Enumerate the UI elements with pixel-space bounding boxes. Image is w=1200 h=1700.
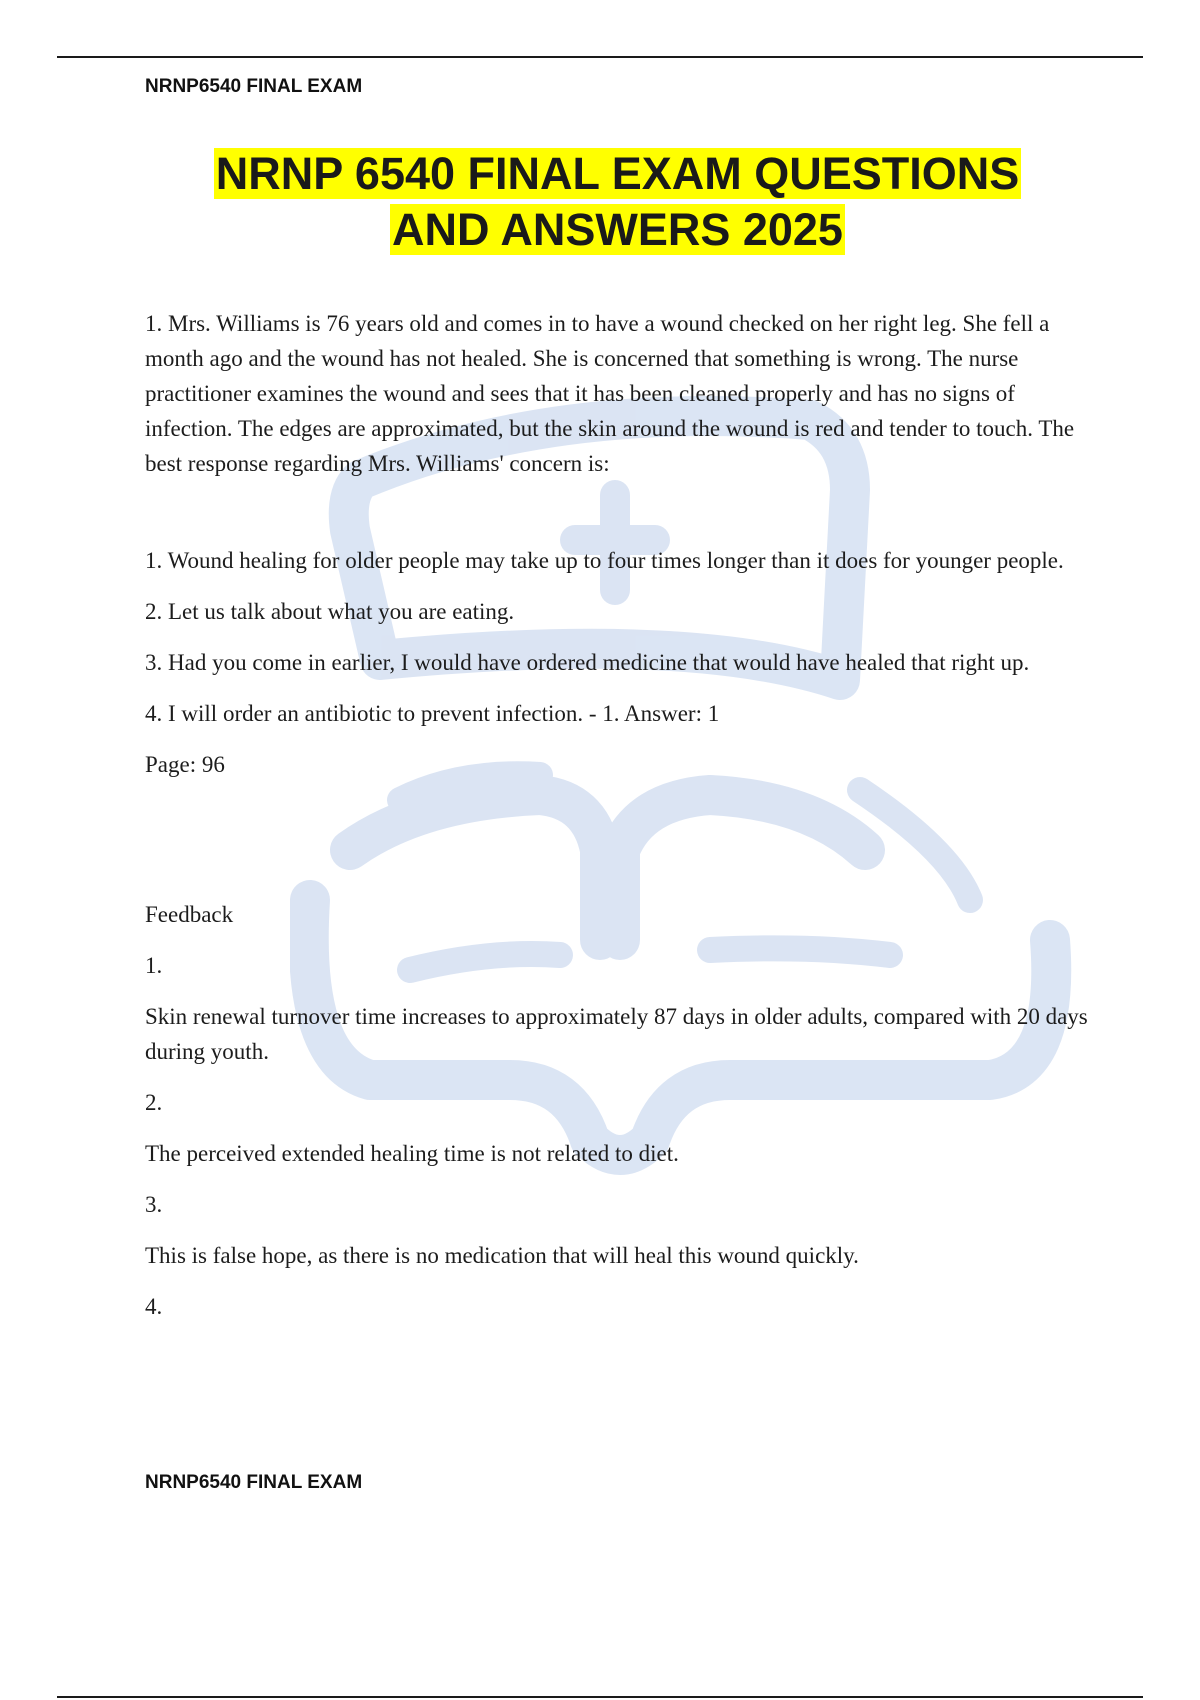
feedback-text-2: The perceived extended healing time is not related to diet. xyxy=(145,1141,679,1166)
feedback-number-4: 4. xyxy=(145,1294,163,1319)
question-text: 1. Mrs. Williams is 76 years old and comes in to have a wound checked on her right leg. She fell a month ago and the wound has not healed. She is concerned that something is wrong. The nurse practitioner examines the wound and sees that it has been cleaned properly and has no signs of infection. The edges are approximated, but the skin around the wound is red and tender to touch. The best response regarding Mrs. Williams' concern is: xyxy=(145,311,1075,476)
answer-option-2: 2. Let us talk about what you are eating. xyxy=(145,599,515,624)
feedback-number-3: 3. xyxy=(145,1192,163,1217)
answer-option-4: 4. I will order an antibiotic to prevent infection. - 1. Answer: 1 xyxy=(145,701,720,726)
page-header: NRNP6540 FINAL EXAM xyxy=(145,76,363,97)
top-rule xyxy=(57,56,1143,58)
title-line-2: AND ANSWERS 2025 xyxy=(392,204,843,255)
feedback-number-2: 2. xyxy=(145,1090,163,1115)
answer-option-3: 3. Had you come in earlier, I would have ordered medicine that would have healed that right up. xyxy=(145,650,1030,675)
title-line-1: NRNP 6540 FINAL EXAM QUESTIONS xyxy=(215,148,1020,199)
answer-option-1: 1. Wound healing for older people may take up to four times longer than it does for younger people. xyxy=(145,548,1064,573)
page-reference: Page: 96 xyxy=(145,752,225,777)
document-title xyxy=(0,146,1200,258)
bottom-rule xyxy=(57,1696,1143,1698)
feedback-text-3: This is false hope, as there is no medication that will heal this wound quickly. xyxy=(145,1243,859,1268)
feedback-heading: Feedback xyxy=(145,902,234,927)
page-footer: NRNP6540 FINAL EXAM xyxy=(145,1472,363,1493)
feedback-text-1: Skin renewal turnover time increases to approximately 87 days in older adults, compared with 20 days during youth. xyxy=(145,1004,1088,1064)
feedback-number-1: 1. xyxy=(145,953,163,978)
document-body xyxy=(145,306,1090,1340)
